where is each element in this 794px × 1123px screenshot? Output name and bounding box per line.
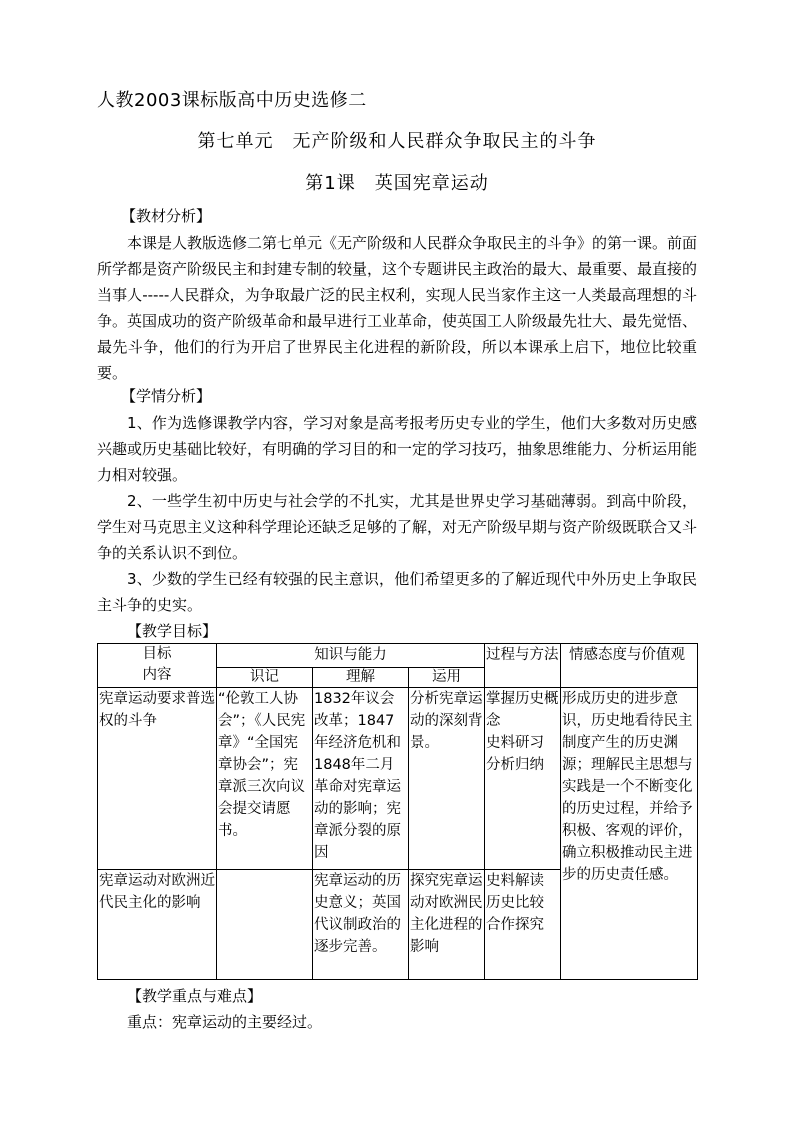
- header-recall: 识记: [217, 668, 313, 688]
- key-points-heading: 【教学重点与难点】: [127, 987, 263, 1005]
- unit-title: 第七单元 无产阶级和人民群众争取民主的斗争: [197, 131, 597, 152]
- student-analysis-item: 1、作为选修课教学内容，学习对象是高考报考历史专业的学生，他们大多数对历史感兴趣或历史基础比较好，有明确的学习目的和一定的学习技巧，抽象思维能力、分析运用能力相对较强。: [97, 414, 698, 484]
- row-process-cell: 史料解读 历史比较 合作探究: [485, 870, 561, 980]
- header-target-content: 目标 内容: [98, 644, 217, 688]
- textbook-analysis-heading: 【教材分析】: [121, 207, 212, 225]
- row-recall-cell: [217, 870, 313, 980]
- lesson-title: 第1课 英国宪章运动: [305, 173, 489, 194]
- student-analysis-item: 3、少数的学生已经有较强的民主意识，他们希望更多的了解近现代中外历史上争取民主斗争的史实。: [97, 570, 697, 614]
- header-process-method: 过程与方法: [485, 644, 561, 688]
- table-row: [98, 688, 698, 870]
- row-recall-cell: “伦敦工人协会”；《人民宪章》“全国宪章协会”；宪章派三次向议会提交请愿书。: [217, 688, 313, 870]
- header-apply: 运用: [409, 668, 485, 688]
- row-understand-cell: 1832年议会改革；1847年经济危机和1848年二月革命对宪章运动的影响；宪章派分裂的原因: [313, 688, 409, 870]
- header-understand: 理解: [313, 668, 409, 688]
- student-analysis-item: 2、一些学生初中历史与社会学的不扎实，尤其是世界史学习基础薄弱。到高中阶段，学生对马克思主义这种科学理论还缺乏足够的了解，对无产阶级早期与资产阶级既联合又斗争的关系认识不到位。: [97, 492, 698, 562]
- objectives-table: [97, 643, 698, 980]
- row-target-cell: 宪章运动要求普选权的斗争: [98, 688, 217, 870]
- row-understand-cell: 宪章运动的历史意义；英国代议制政治的逐步完善。: [313, 870, 409, 980]
- row-process-cell: 掌握历史概念 史料研习 分析归纳: [485, 688, 561, 870]
- key-points-focus: 重点：宪章运动的主要经过。: [127, 1013, 323, 1031]
- emotion-values-cell: 形成历史的进步意识，历史地看待民主制度产生的历史渊源；理解民主思想与实践是一个不断变化的历史过程，并给予积极、客观的评价，确立积极推动民主进步的历史责任感。: [561, 688, 698, 980]
- header-emotion-values: 情感态度与价值观: [561, 644, 698, 688]
- header-knowledge-ability: 知识与能力: [217, 644, 485, 668]
- row-target-cell: 宪章运动对欧洲近代民主化的影响: [98, 870, 217, 980]
- teaching-objectives-heading: 【教学目标】: [127, 622, 218, 640]
- student-analysis-heading: 【学情分析】: [121, 387, 212, 405]
- doc-title: 人教2003课标版高中历史选修二: [97, 90, 367, 111]
- textbook-analysis-body: 本课是人教版选修二第七单元《无产阶级和人民群众争取民主的斗争》的第一课。前面所学都是资产阶级民主和封建专制的较量，这个专题讲民主政治的最大、最重要、最直接的当事人-----人民群众，为争取最广泛的民主权利，实现人民当家作主这一人类最高理想的斗争。英国成功的资产阶级革命和最早进行工业革命，使英国工人阶级最先壮大、最先觉悟、最先斗争，他们的行为开启了世界民主化进程的新阶段，所以本课承上启下，地位比较重要。: [97, 234, 698, 382]
- row-apply-cell: 分析宪章运动的深刻背景。: [409, 688, 485, 870]
- row-apply-cell: 探究宪章运动对欧洲民主化进程的影响: [409, 870, 485, 980]
